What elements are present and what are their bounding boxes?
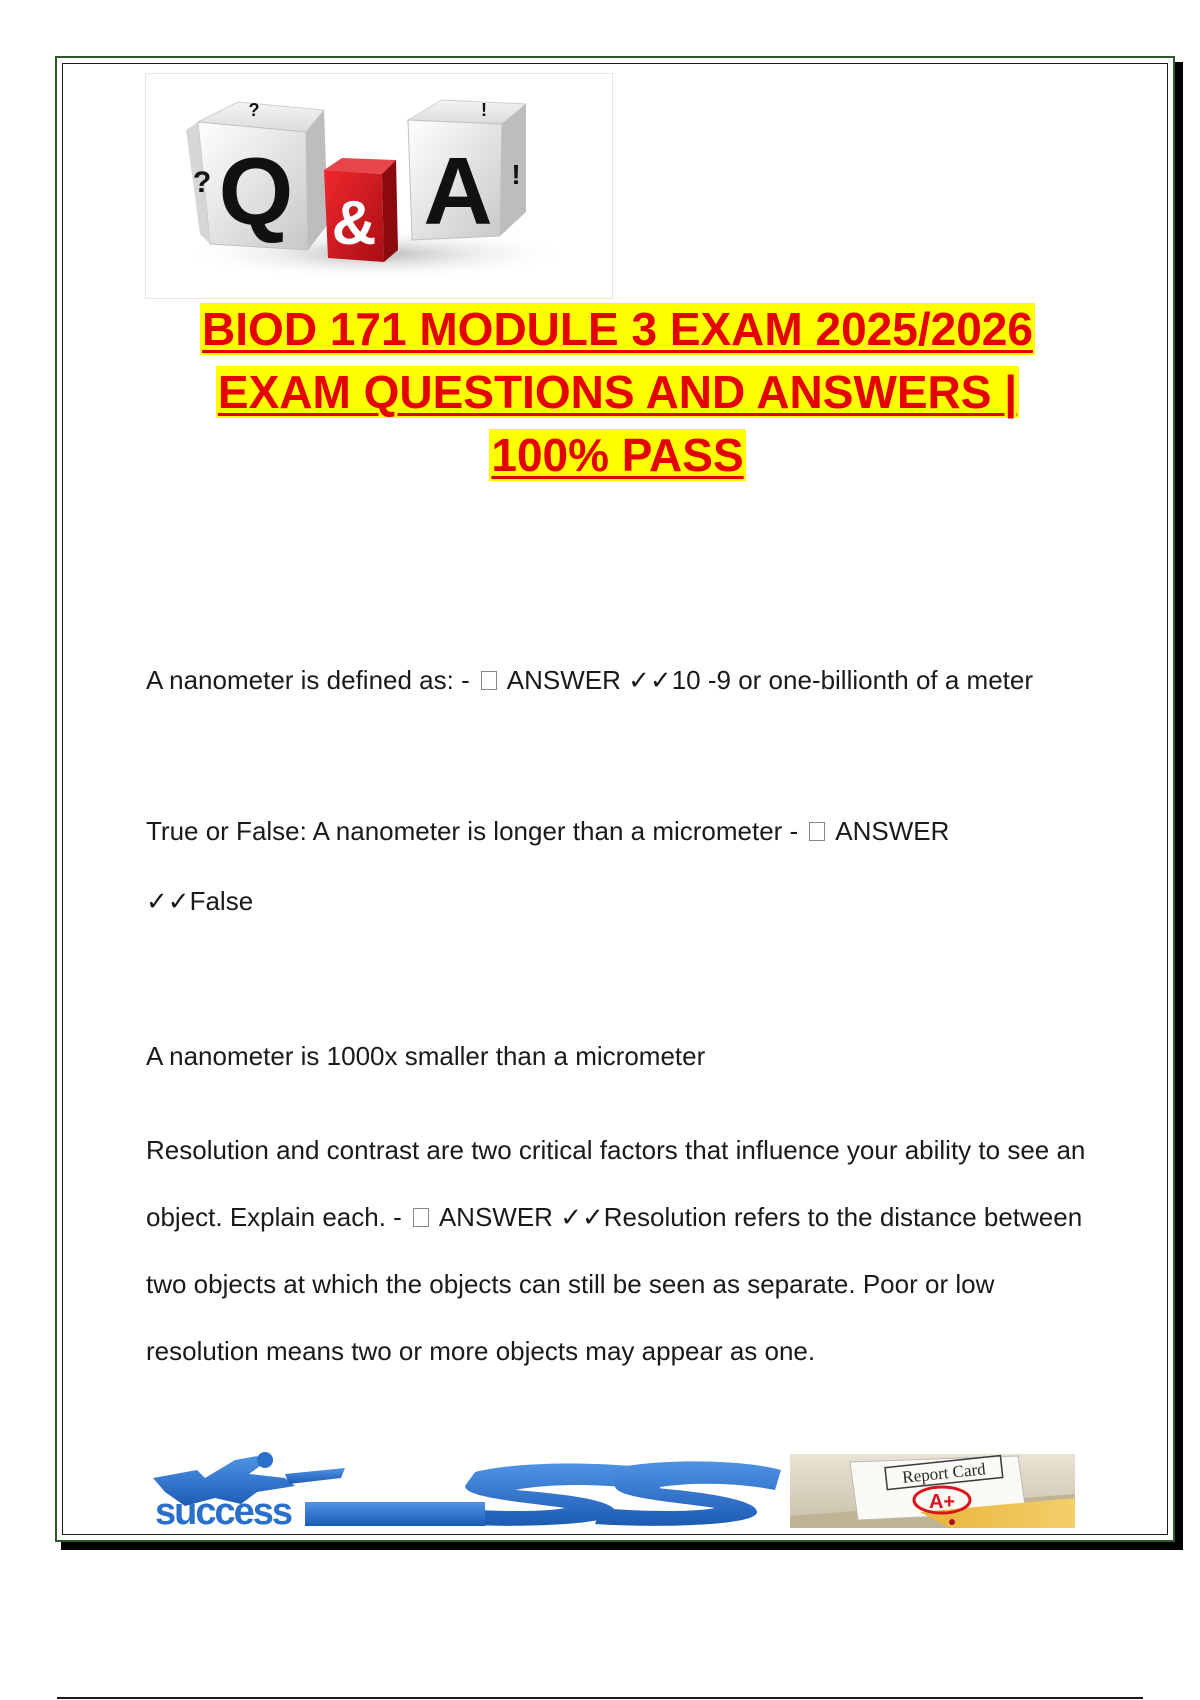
svg-text:A: A — [423, 138, 493, 245]
page-bottom-rule — [57, 1697, 1143, 1699]
report-card-label: Report Card — [901, 1459, 987, 1487]
qa-dice-logo — [145, 73, 613, 299]
title-line-2: EXAM QUESTIONS AND ANSWERS | — [217, 366, 1018, 418]
report-card-image — [790, 1454, 1075, 1528]
check-icon: ✓✓ — [146, 886, 190, 916]
title-line-1: BIOD 171 MODULE 3 EXAM 2025/2026 — [202, 303, 1033, 355]
document-title — [140, 298, 1095, 487]
qa-dice-icon — [146, 74, 612, 298]
qa-item-3 — [146, 1117, 1106, 1385]
question-text: True or False: A nanometer is longer than a micrometer - — [146, 816, 806, 846]
success-word: success — [155, 1491, 292, 1528]
answer-text: Resolution refers to the distance between two objects at which the objects can still be seen as separate. Poor or low resolution means two or more objects may appear as one. — [146, 1202, 1083, 1366]
answer-label: ANSWER — [506, 665, 621, 695]
question-text: A nanometer is defined as: - — [146, 665, 477, 695]
answer-text: False — [189, 886, 254, 916]
svg-text:&: & — [331, 189, 377, 258]
exclamation-mark-top: ! — [481, 100, 487, 120]
qa-item-2 — [146, 796, 1106, 936]
answer-label: ANSWER — [438, 1202, 553, 1232]
success-logo-icon — [145, 1452, 785, 1528]
answer-label: ANSWER — [835, 816, 950, 846]
checkbox-icon — [481, 671, 497, 690]
check-icon: ✓✓ — [560, 1202, 604, 1232]
title-line-3: 100% PASS — [491, 429, 744, 481]
checkbox-icon — [413, 1208, 429, 1227]
question-text: Resolution and contrast are two critical factors that influence your ability to see an object. Explain each. - — [146, 1135, 1086, 1232]
report-card-grade: A+ — [928, 1491, 956, 1513]
qa-item-1 — [146, 645, 1106, 715]
report-card-icon — [790, 1454, 1075, 1528]
note-text: A nanometer is 1000x smaller than a micrometer — [146, 1041, 706, 1071]
checkbox-icon — [809, 822, 825, 841]
question-mark-side: ? — [192, 166, 212, 199]
check-icon: ✓✓ — [628, 665, 672, 695]
success-runner-logo — [145, 1452, 785, 1528]
exclamation-mark-side: ! — [511, 159, 521, 190]
question-mark-top: ? — [248, 100, 260, 120]
svg-text:Q: Q — [218, 138, 294, 245]
answer-text: 10 -9 or one-billionth of a meter — [671, 665, 1034, 695]
